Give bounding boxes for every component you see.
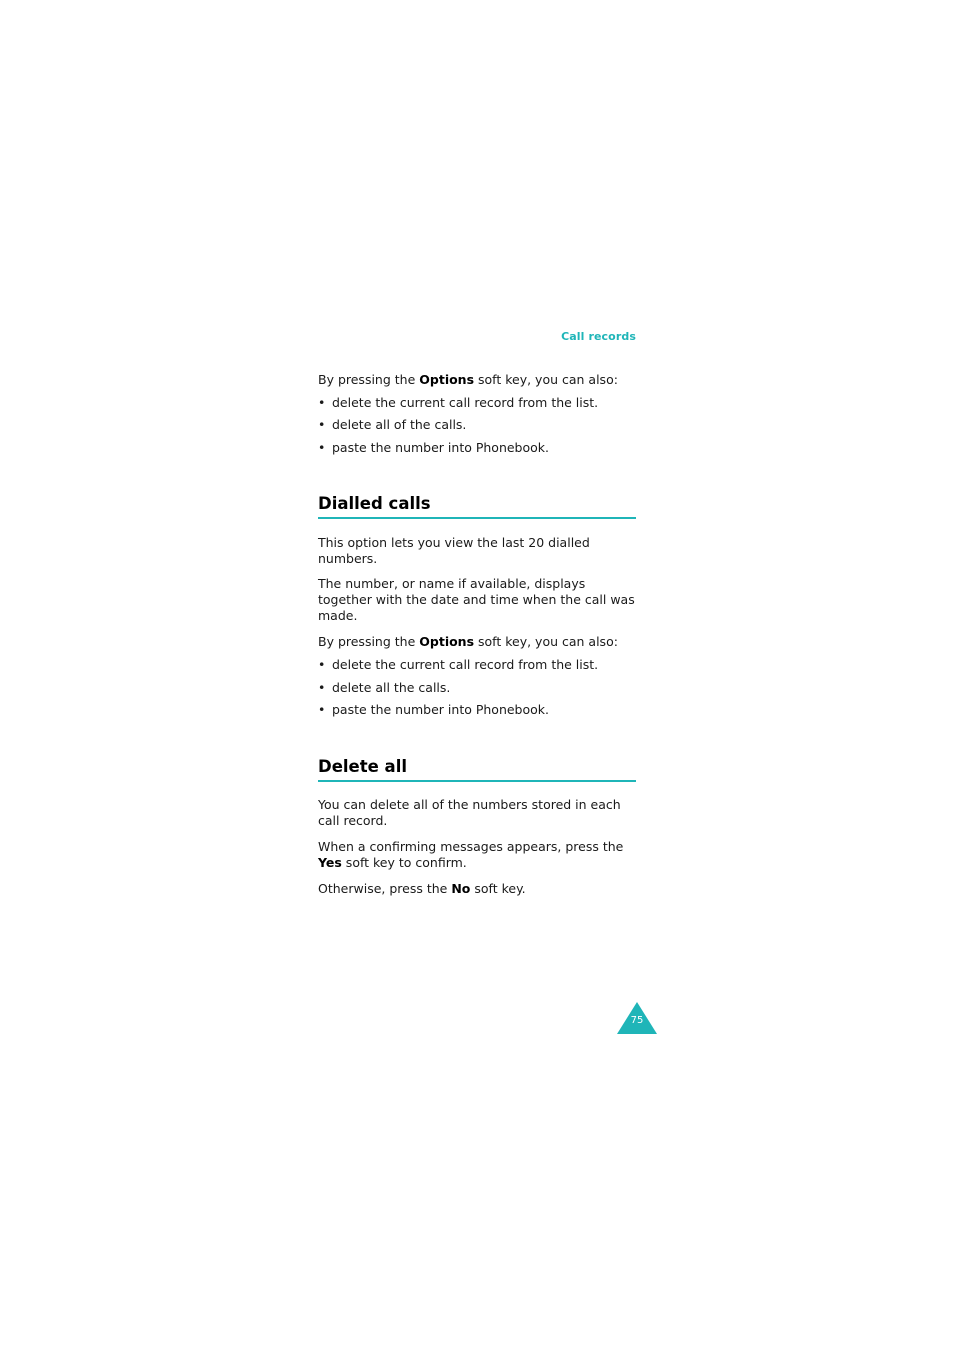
list-item: • paste the number into Phonebook. (318, 702, 549, 717)
intro-options-text: By pressing the Options soft key, you can also: (318, 372, 618, 387)
bullet-icon: • (318, 417, 326, 432)
list-item: • delete all of the calls. (318, 417, 467, 432)
options-key-label: Options (419, 372, 475, 387)
list-item: • delete all the calls. (318, 680, 451, 695)
bullet-icon: • (318, 440, 326, 455)
page-number: 75 (630, 1015, 644, 1026)
bullet-icon: • (318, 395, 326, 410)
yes-key-label: Yes (318, 855, 342, 870)
section-heading-delete-all: Delete all (318, 757, 636, 782)
list-item: • delete the current call record from the list. (318, 395, 599, 410)
dialled-display-info: The number, or name if available, displays together with the date and time when the call was made. (318, 576, 635, 623)
dialled-description: This option lets you view the last 20 dialled numbers. (318, 535, 590, 566)
bullet-icon: • (318, 702, 326, 717)
bullet-icon: • (318, 657, 326, 672)
options-key-label: Options (419, 634, 475, 649)
list-item: • paste the number into Phonebook. (318, 440, 549, 455)
no-key-label: No (451, 881, 471, 896)
bullet-icon: • (318, 680, 326, 695)
list-item: • delete the current call record from the list. (318, 657, 599, 672)
dialled-options-text: By pressing the Options soft key, you can also: (318, 634, 618, 649)
running-header: Call records (561, 330, 636, 343)
delete-all-cancel-text: Otherwise, press the No soft key. (318, 881, 526, 896)
page-content (318, 372, 636, 897)
delete-all-confirm-text: When a confirming messages appears, press the Yes soft key to confirm. (318, 839, 624, 870)
delete-all-description: You can delete all of the numbers stored in each call record. (318, 797, 621, 828)
page-number-badge (617, 1002, 657, 1034)
section-heading-dialled-calls: Dialled calls (318, 494, 636, 519)
